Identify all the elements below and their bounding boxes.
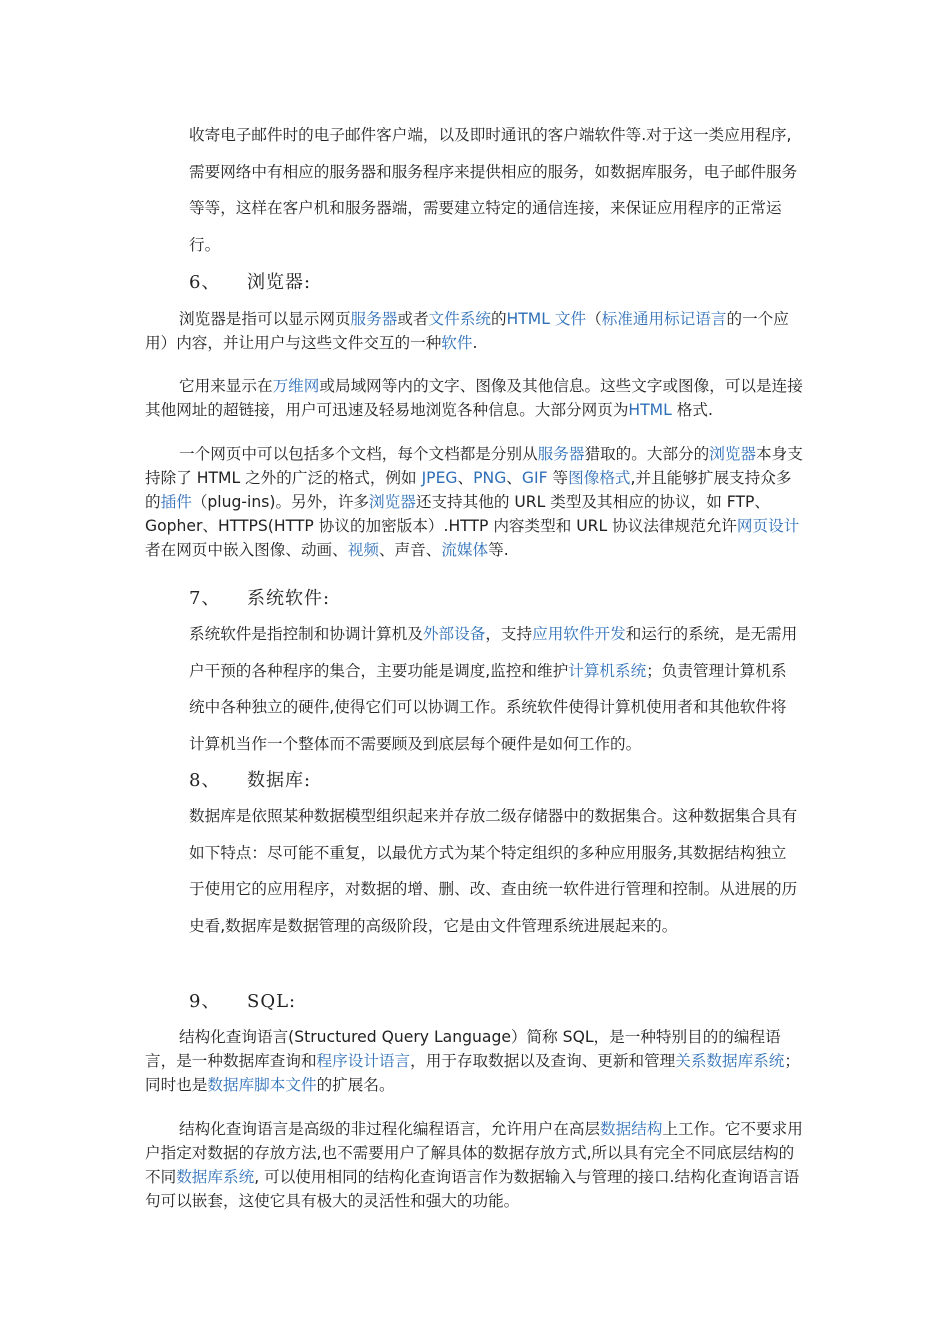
link-video[interactable]: 视频 xyxy=(347,541,379,559)
link-server[interactable]: 服务器 xyxy=(537,445,585,463)
link-computer-system[interactable]: 计算机系统 xyxy=(568,661,647,680)
link-html[interactable]: HTML xyxy=(628,401,672,419)
link-browser[interactable]: 浏览器 xyxy=(709,445,757,463)
link-data-structure[interactable]: 数据结构 xyxy=(600,1120,663,1138)
heading-number: 9、 xyxy=(189,991,221,1012)
paragraph-database: 数据库是依照某种数据模型组织起来并存放二级存储器中的数据集合。这种数据集合具有如下特点：尽可能不重复，以最优方式为某个特定组织的多种应用服务,其数据结构独立于使用它的应用程序，对数据的增、删、改、查由统一软件进行管理和控制。从进展的历史看,数据库是数据管理的高级阶段，它是由文件管理系统进展起来的。 xyxy=(189,807,798,935)
link-server[interactable]: 服务器 xyxy=(350,310,398,328)
link-db-script-file[interactable]: 数据库脚本文件 xyxy=(207,1076,317,1094)
paragraph-browser-display: 它用来显示在万维网或局域网等内的文字、图像及其他信息。这些文字或图像，可以是连接其他网址的超链接，用户可迅速及轻易地浏览各种信息。大部分网页为HTML 格式. xyxy=(145,377,803,419)
link-programming-language[interactable]: 程序设计语言 xyxy=(316,1052,411,1070)
paragraph-browser-formats: 一个网页中可以包括多个文档，每个文档都是分别从服务器猎取的。大部分的浏览器本身支持除了 HTML 之外的广泛的格式，例如 JPEG、PNG、GIF 等图像格式,并且能够扩展支持众多的插件（plug-ins)。另外，许多浏览器还支持其他的 URL 类型及其相应的协议，如 FTP、Gopher、HTTPS(HTTP 协议的加密版本）.HTTP 内容类型和 URL 协议法律规范允许网页设计者在网页中嵌入图像、动画、视频、声音、流媒体等. xyxy=(145,445,803,559)
heading-number: 7、 xyxy=(189,588,221,609)
heading-system-software xyxy=(189,584,330,610)
heading-title: 数据库: xyxy=(247,770,312,791)
link-html-file[interactable]: HTML 文件 xyxy=(506,310,587,328)
link-peripheral-device[interactable]: 外部设备 xyxy=(422,625,486,643)
link-software[interactable]: 软件 xyxy=(441,334,473,352)
link-jpeg[interactable]: JPEG xyxy=(421,469,458,487)
link-plugin[interactable]: 插件 xyxy=(160,493,192,511)
paragraph-sql-features: 结构化查询语言是高级的非过程化编程语言，允许用户在高层数据结构上工作。它不要求用户指定对数据的存放方法,也不需要用户了解具体的数据存放方式,所以具有完全不同底层结构的不同数据库系统, 可以使用相同的结构化查询语言作为数据输入与管理的接口.结构化查询语言语句可以嵌套，这使它具有极大的灵活性和强大的功能。 xyxy=(145,1120,803,1210)
heading-browser xyxy=(189,268,311,294)
link-file-system[interactable]: 文件系统 xyxy=(428,310,491,328)
link-png[interactable]: PNG xyxy=(473,469,507,487)
heading-sql xyxy=(189,987,296,1013)
paragraph-sql-definition: 结构化查询语言(Structured Query Language）简称 SQL，是一种特别目的的编程语言，是一种数据库查询和程序设计语言，用于存取数据以及查询、更新和管理关系数据库系统；同时也是数据库脚本文件的扩展名。 xyxy=(145,1028,801,1094)
paragraph-client-software: 收寄电子邮件时的电子邮件客户端，以及即时通讯的客户端软件等.对于这一类应用程序,需要网络中有相应的服务器和服务程序来提供相应的服务，如数据库服务，电子邮件服务等等，这样在客户机和服务器端，需要建立特定的通信连接，来保证应用程序的正常运行。 xyxy=(189,126,798,254)
heading-title: 浏览器: xyxy=(247,272,312,293)
heading-number: 6、 xyxy=(189,272,221,293)
paragraph-system-software: 系统软件是指控制和协调计算机及外部设备，支持应用软件开发和运行的系统，是无需用户干预的各种程序的集合，主要功能是调度,监控和维护计算机系统；负责管理计算机系统中各种独立的硬件,使得它们可以协调工作。系统软件使得计算机使用者和其他软件将计算机当作一个整体而不需要顾及到底层每个硬件是如何工作的。 xyxy=(189,625,798,753)
heading-title: SQL: xyxy=(247,991,297,1012)
link-sgml[interactable]: 标准通用标记语言 xyxy=(601,310,727,328)
heading-number: 8、 xyxy=(189,770,221,791)
paragraph-browser-definition: 浏览器是指可以显示网页服务器或者文件系统的HTML 文件（标准通用标记语言的一个应用）内容，并让用户与这些文件交互的一种软件. xyxy=(145,310,789,352)
link-database-system[interactable]: 数据库系统 xyxy=(176,1168,255,1186)
link-streaming-media[interactable]: 流媒体 xyxy=(441,541,489,559)
link-rdbms[interactable]: 关系数据库系统 xyxy=(675,1052,785,1070)
link-browser[interactable]: 浏览器 xyxy=(369,493,416,511)
link-app-development[interactable]: 应用软件开发 xyxy=(532,625,626,643)
link-gif[interactable]: GIF xyxy=(521,469,548,487)
link-web-design[interactable]: 网页设计 xyxy=(736,517,800,535)
heading-database xyxy=(189,766,311,792)
heading-title: 系统软件: xyxy=(247,588,331,609)
link-image-format[interactable]: 图像格式 xyxy=(568,469,631,487)
link-www[interactable]: 万维网 xyxy=(272,377,320,395)
